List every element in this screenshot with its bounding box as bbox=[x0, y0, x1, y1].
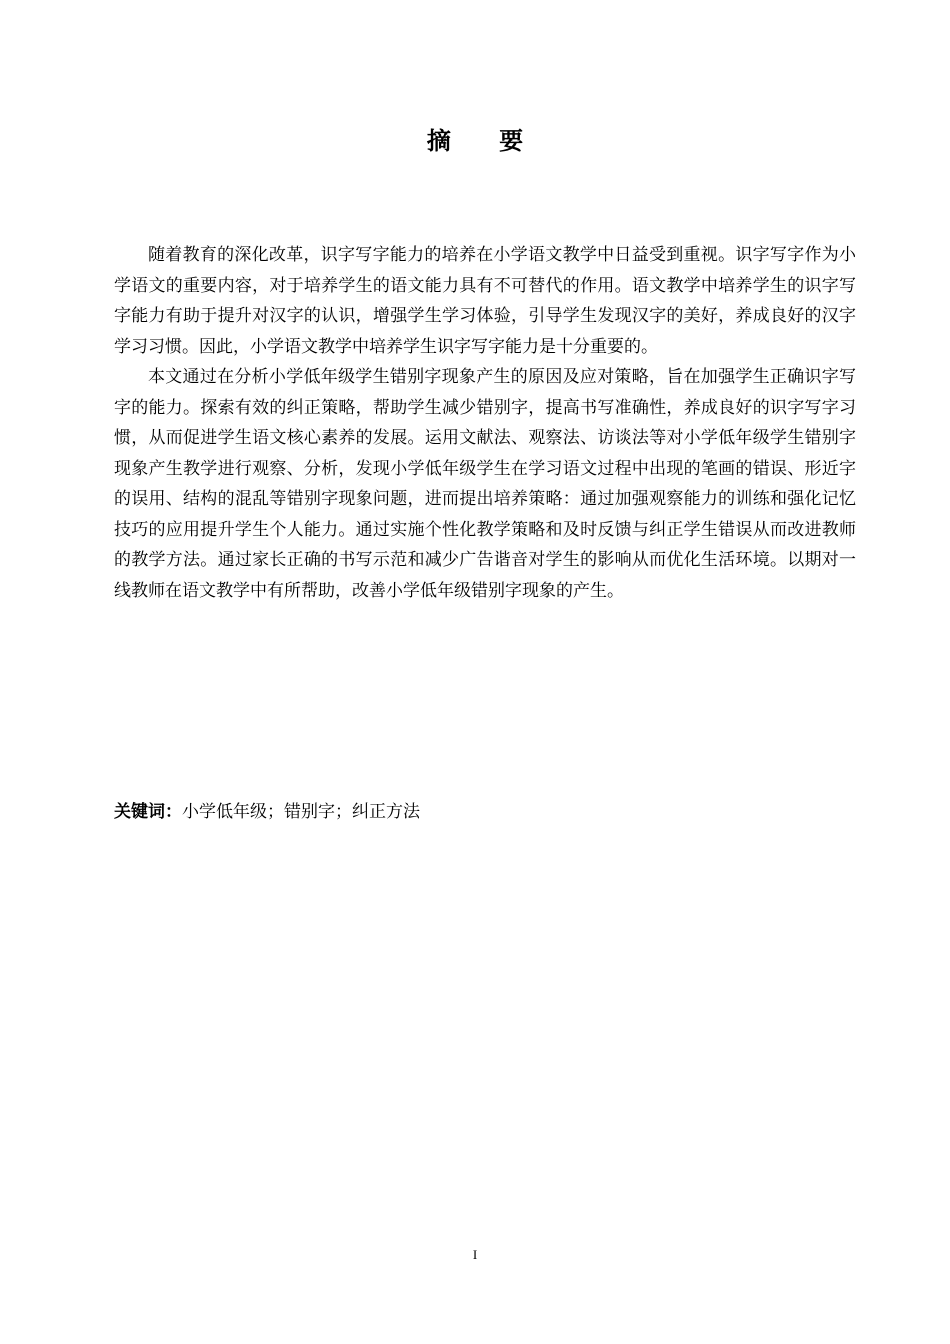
keywords-value: 小学低年级；错别字；纠正方法 bbox=[182, 802, 420, 822]
keywords-label: 关键词： bbox=[114, 802, 182, 822]
abstract-body bbox=[114, 240, 856, 606]
abstract-title: 摘 要 bbox=[426, 127, 544, 155]
page-number: I bbox=[472, 1247, 478, 1262]
abstract-paragraph-2: 本文通过在分析小学低年级学生错别字现象产生的原因及应对策略，旨在加强学生正确识字写字的能力。探索有效的纠正策略，帮助学生减少错别字，提高书写准确性，养成良好的识字写字习惯，从而促进学生语文核心素养的发展。运用文献法、观察法、访谈法等对小学低年级学生错别字现象产生教学进行观察、分析，发现小学低年级学生在学习语文过程中出现的笔画的错误、形近字的误用、结构的混乱等错别字现象问题，进而提出培养策略：通过加强观察能力的训练和强化记忆技巧的应用提升学生个人能力。通过实施个性化教学策略和及时反馈与纠正学生错误从而改进教师的教学方法。通过家长正确的书写示范和减少广告谐音对学生的影响从而优化生活环境。以期对一线教师在语文教学中有所帮助，改善小学低年级错别字现象的产生。 bbox=[114, 367, 856, 601]
keywords-line bbox=[114, 797, 856, 827]
abstract-paragraph-1: 随着教育的深化改革，识字写字能力的培养在小学语文教学中日益受到重视。识字写字作为小学语文的重要内容，对于培养学生的语文能力具有不可替代的作用。语文教学中培养学生的识字写字能力有助于提升对汉字的认识，增强学生学习体验，引导学生发现汉字的美好，养成良好的汉字学习习惯。因此，小学语文教学中培养学生识字写字能力是十分重要的。 bbox=[114, 245, 856, 357]
